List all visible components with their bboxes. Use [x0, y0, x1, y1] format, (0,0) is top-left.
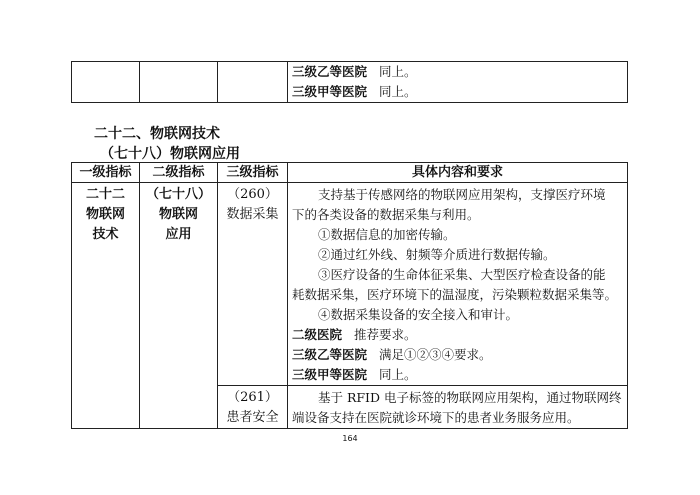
- header-level2: 二级指标: [140, 163, 218, 183]
- level2-cell: （七十八） 物联网 应用: [140, 183, 218, 429]
- table-row: [72, 183, 628, 386]
- header-level1: 一级指标: [72, 163, 140, 183]
- subsection-title: （七十八）物联网应用: [100, 146, 240, 162]
- indicator-table: [71, 162, 628, 429]
- grade-row: 三级甲等医院 同上。: [292, 367, 417, 382]
- grade-row: 三级甲等医院 同上。: [292, 84, 417, 99]
- grade-row: 三级乙等医院 满足①②③④要求。: [292, 347, 492, 362]
- level1-cell: 二十二 物联网 技术: [72, 183, 140, 429]
- empty-cell: [218, 62, 288, 103]
- previous-table-continuation: [71, 61, 628, 103]
- level3-cell-260: （260） 数据采集: [218, 183, 288, 386]
- header-level3: 三级指标: [218, 163, 288, 183]
- section-title: 二十二、物联网技术: [94, 126, 220, 142]
- empty-cell: [72, 62, 140, 103]
- header-content: 具体内容和要求: [288, 163, 628, 183]
- level3-cell-261: （261） 患者安全: [218, 386, 288, 429]
- grade-row: 三级乙等医院 同上。: [292, 64, 417, 79]
- table-header-row: [72, 163, 628, 183]
- empty-cell: [140, 62, 218, 103]
- grade-row: 二级医院 推荐要求。: [292, 327, 417, 342]
- content-cell-260: 支持基于传感网络的物联网应用架构，支撑医疗环境 下的各类设备的数据采集与利用。 ①数据信息的加密传输。 ②通过红外线、射频等介质进行数据传输。 ③医疗设备的生命体征采集、大型医疗检查设备的能 耗数据采集，医疗环境下的温湿度，污染颗粒数据采集等。 ④数据采集设备的安全接入和审计。 二级医院 推荐要求。 三级乙等医院 满足①②③④要求。 三级甲等医院 同上。: [288, 183, 628, 386]
- page-number: 164: [342, 434, 358, 443]
- content-cell-261: 基于 RFID 电子标签的物联网应用架构，通过物联网终 端设备支持在医院就诊环境下的患者业务服务应用。: [288, 386, 628, 429]
- grade-requirements-cell: [288, 62, 628, 103]
